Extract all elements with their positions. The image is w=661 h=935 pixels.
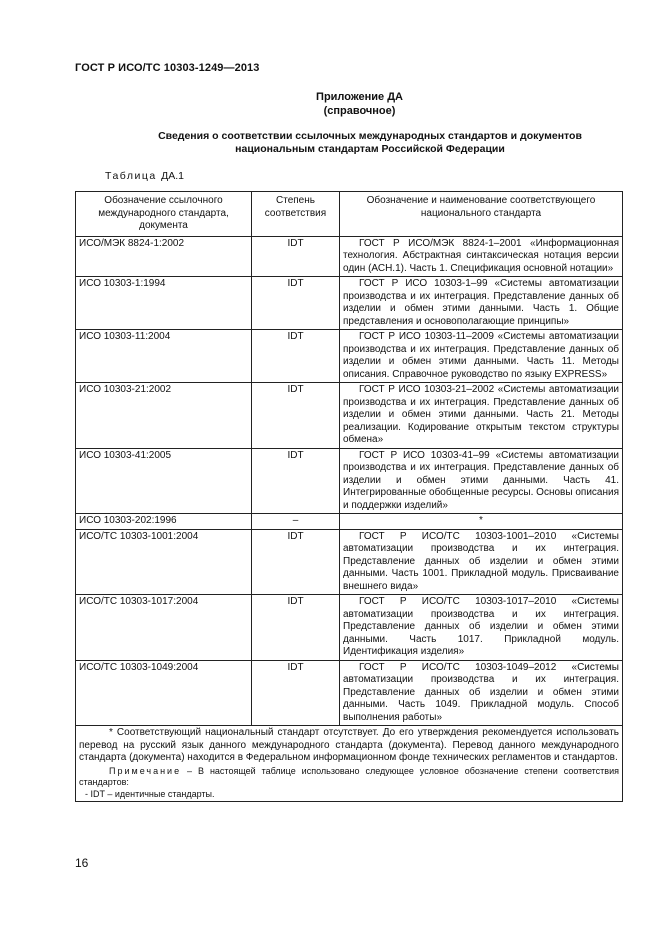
table-row	[76, 660, 623, 726]
appendix-heading	[0, 90, 661, 118]
appendix-type: (справочное)	[323, 105, 396, 117]
table-row	[76, 514, 623, 530]
cell-national-standard	[340, 514, 623, 530]
cell-national-standard	[340, 660, 623, 726]
cell-national-standard	[340, 448, 623, 514]
cell-national-standard	[340, 236, 623, 277]
table-row	[76, 448, 623, 514]
table-row	[76, 383, 623, 449]
note	[79, 766, 619, 789]
cell-degree: IDT	[252, 660, 340, 726]
cell-national-standard	[340, 330, 623, 383]
national-standard-text: ГОСТ Р ИСО 10303-41–99 «Системы автоматизации производства и их интеграция. Представление данных об изделии и обмен этими данными. Часть 41. Интегрированные обобщенные ресурсы. Основы описания и поддержки изделий»	[343, 449, 619, 511]
idt-definition: - IDT – идентичные стандарты.	[85, 788, 215, 799]
cell-degree: IDT	[252, 277, 340, 330]
table-row	[76, 595, 623, 661]
cell-international-standard: ИСО/МЭК 8824-1:2002	[76, 236, 252, 277]
cell-international-standard: ИСО/ТС 10303-1017:2004	[76, 595, 252, 661]
cell-national-standard	[340, 529, 623, 595]
cell-degree: IDT	[252, 330, 340, 383]
national-standard-text: ГОСТ Р ИСО 10303-1–99 «Системы автоматизации производства и их интеграция. Представление данных об изделии и обмен этими данными. Часть 1. Общие представления и основополагающие принципы»	[343, 278, 619, 327]
cell-international-standard: ИСО 10303-11:2004	[76, 330, 252, 383]
header-international-standard: Обозначение ссылочного международного стандарта, документа	[76, 192, 252, 237]
cell-degree: IDT	[252, 383, 340, 449]
national-standard-text: ГОСТ Р ИСО/ТС 10303-1017–2010 «Системы автоматизации производства и их интеграция. Представление данных об изделии и обмен этими данными. Часть 1017. Прикладной модуль. Идентификация изделия»	[343, 596, 619, 657]
standard-code-header: ГОСТ Р ИСО/ТС 10303-1249—2013	[75, 62, 260, 74]
table-heading-line-1: Сведения о соответствии ссылочных международных стандартов и документов	[158, 130, 582, 142]
cell-degree: –	[252, 514, 340, 530]
cell-degree: IDT	[252, 595, 340, 661]
national-standard-text: ГОСТ Р ИСО/ТС 10303-1049–2012 «Системы автоматизации производства и их интеграция. Представление данных об изделии и обмен этими данными. Часть 1049. Прикладной модуль. Способ выполнения работы»	[343, 661, 619, 723]
table-header-row	[76, 192, 623, 237]
cell-national-standard	[340, 277, 623, 330]
national-standard-text: ГОСТ Р ИСО/ТС 10303-1001–2010 «Системы автоматизации производства и их интеграция. Представление данных об изделии и обмен этими данными. Часть 1001. Прикладной модуль. Присваивание внешнего вида»	[343, 530, 619, 592]
table-row	[76, 277, 623, 330]
header-degree-of-correspondence: Степень соответствия	[252, 192, 340, 237]
table-caption-number: ДА.1	[161, 170, 184, 182]
page-number: 16	[75, 856, 89, 870]
appendix-title: Приложение ДА	[316, 91, 403, 103]
cell-international-standard: ИСО 10303-1:1994	[76, 277, 252, 330]
footnote-cell	[76, 726, 623, 802]
table-row	[76, 236, 623, 277]
cell-degree: IDT	[252, 448, 340, 514]
cell-international-standard: ИСО 10303-202:1996	[76, 514, 252, 530]
cell-degree: IDT	[252, 236, 340, 277]
table-heading	[110, 130, 630, 156]
table-caption	[105, 170, 184, 182]
cell-national-standard	[340, 595, 623, 661]
footnote-text: * Соответствующий национальный стандарт отсутствует. До его утверждения рекомендуется использовать перевод на русский язык данного международного стандарта (документа). Перевод данного международного стандарта (документа) находится в Федеральном информационном фонде технических регламентов и стандартов.	[79, 727, 619, 763]
correspondence-table	[75, 191, 623, 802]
note-text: – В настоящей таблице использовано следующее условное обозначение степени соответствия стандартов:	[79, 765, 619, 787]
national-standard-text: ГОСТ Р ИСО 10303-11–2009 «Системы автоматизации производства и их интеграция. Представление данных об изделии и обмен этими данными. Часть 11. Методы описания. Справочное руководство по языку EXPRESS»	[343, 331, 619, 380]
table-caption-label: Таблица	[105, 170, 157, 182]
cell-international-standard: ИСО 10303-21:2002	[76, 383, 252, 449]
table-heading-line-2: национальным стандартам Российской Федерации	[235, 143, 505, 155]
cell-degree: IDT	[252, 529, 340, 595]
header-national-standard: Обозначение и наименование соответствующего национального стандарта	[340, 192, 623, 237]
national-standard-text: *	[479, 515, 483, 526]
table-row	[76, 529, 623, 595]
table-footnote-row	[76, 726, 623, 802]
national-standard-text: ГОСТ Р ИСО/МЭК 8824-1–2001 «Информационная технология. Абстрактная синтаксическая нотация версии один (АСН.1). Часть 1. Спецификация основной нотации»	[343, 237, 619, 274]
cell-international-standard: ИСО/ТС 10303-1001:2004	[76, 529, 252, 595]
cell-international-standard: ИСО/ТС 10303-1049:2004	[76, 660, 252, 726]
cell-national-standard	[340, 383, 623, 449]
national-standard-text: ГОСТ Р ИСО 10303-21–2002 «Системы автоматизации производства и их интеграция. Представление данных об изделии и обмен этими данными. Часть 21. Методы реализации. Кодирование открытым текстом структуры обмена»	[343, 384, 619, 445]
note-label: Примечание	[109, 765, 182, 776]
table-row	[76, 330, 623, 383]
cell-international-standard: ИСО 10303-41:2005	[76, 448, 252, 514]
